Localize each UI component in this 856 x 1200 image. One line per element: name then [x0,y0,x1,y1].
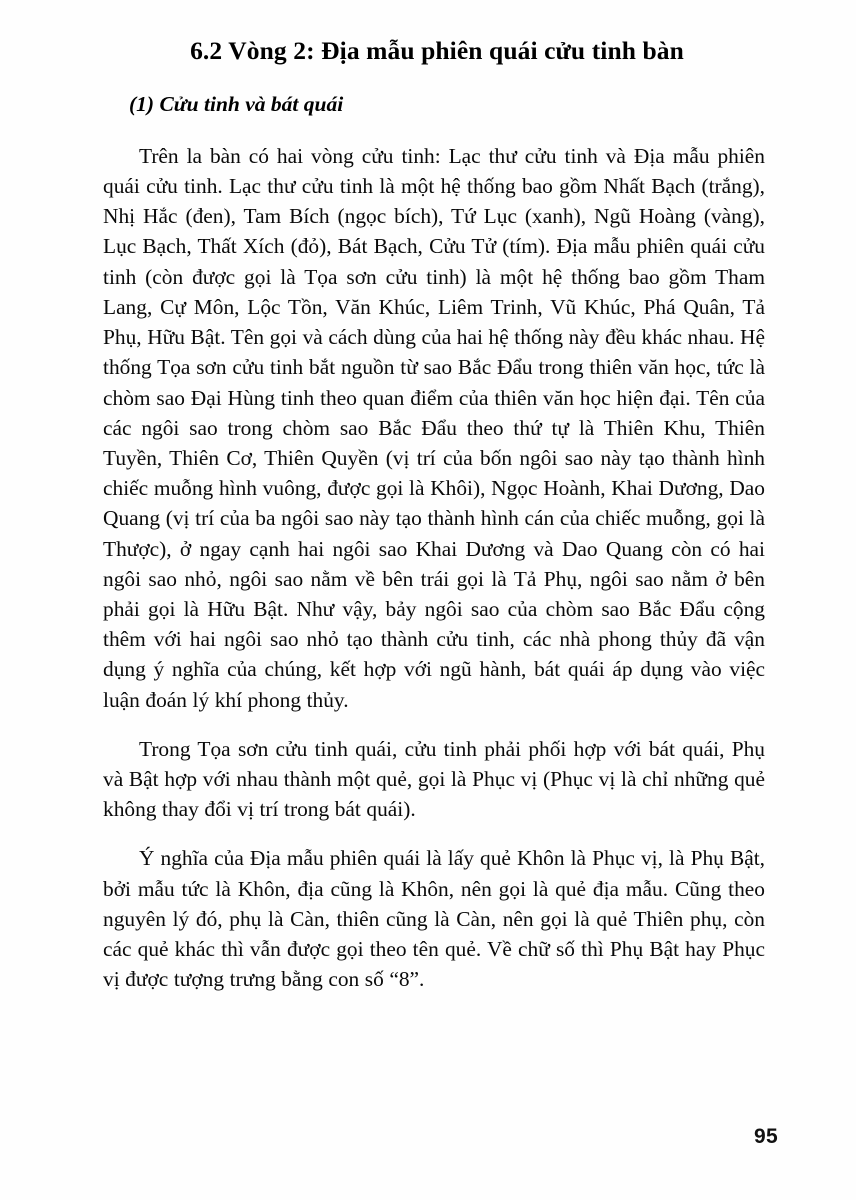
body-paragraph-1: Trên la bàn có hai vòng cửu tinh: Lạc thư cửu tinh và Địa mẫu phiên quái cửu tinh. Lạc thư cửu tinh là một hệ thống bao gồm Nhất Bạch (trắng), Nhị Hắc (đen), Tam Bích (ngọc bích), Tứ Lục (xanh), Ngũ Hoàng (vàng), Lục Bạch, Thất Xích (đỏ), Bát Bạch, Cửu Tử (tím). Địa mẫu phiên quái cửu tinh (còn được gọi là Tọa sơn cửu tinh) là một hệ thống bao gồm Tham Lang, Cự Môn, Lộc Tồn, Văn Khúc, Liêm Trinh, Vũ Khúc, Phá Quân, Tả Phụ, Hữu Bật. Tên gọi và cách dùng của hai hệ thống này đều khác nhau. Hệ thống Tọa sơn cửu tinh bắt nguồn từ sao Bắc Đẩu trong thiên văn học, tức là chòm sao Đại Hùng tinh theo quan điểm của thiên văn học hiện đại. Tên của các ngôi sao trong chòm sao Bắc Đẩu theo thứ tự là Thiên Khu, Thiên Tuyền, Thiên Cơ, Thiên Quyền (vị trí của bốn ngôi sao này tạo thành hình chiếc muỗng hình vuông, được gọi là Khôi), Ngọc Hoành, Khai Dương, Dao Quang (vị trí của ba ngôi sao này tạo thành hình cán của chiếc muỗng, gọi là Thược), ở ngay cạnh hai ngôi sao Khai Dương và Dao Quang còn có hai ngôi sao nhỏ, ngôi sao nằm về bên trái gọi là Tả Phụ, ngôi sao nằm ở bên phải gọi là Hữu Bật. Như vậy, bảy ngôi sao của chòm sao Bắc Đẩu cộng thêm với hai ngôi sao nhỏ tạo thành cửu tinh, các nhà phong thủy đã vận dụng ý nghĩa của chúng, kết hợp với ngũ hành, bát quái áp dụng vào việc luận đoán lý khí phong thủy. [103,143,765,712]
body-paragraph-2: Trong Tọa sơn cửu tinh quái, cửu tinh phải phối hợp với bát quái, Phụ và Bật hợp với nhau thành một quẻ, gọi là Phục vị (Phục vị là chỉ những quẻ không thay đổi vị trí trong bát quái). [103,736,765,822]
text-column [103,36,765,994]
page-number: 95 [754,1125,778,1148]
body-paragraph-3: Ý nghĩa của Địa mẫu phiên quái là lấy quẻ Khôn là Phục vị, là Phụ Bật, bởi mẫu tức là Khôn, địa cũng là Khôn, nên gọi là quẻ địa mẫu. Cũng theo nguyên lý đó, phụ là Càn, thiên cũng là Càn, nên gọi là quẻ Thiên phụ, còn các quẻ khác thì vẫn được gọi theo tên quẻ. Về chữ số thì Phụ Bật hay Phục vị được tượng trưng bằng con số “8”. [103,846,765,992]
section-heading: 6.2 Vòng 2: Địa mẫu phiên quái cửu tinh bàn [190,36,684,65]
sub-heading: (1) Cửu tinh và bát quái [129,92,344,117]
